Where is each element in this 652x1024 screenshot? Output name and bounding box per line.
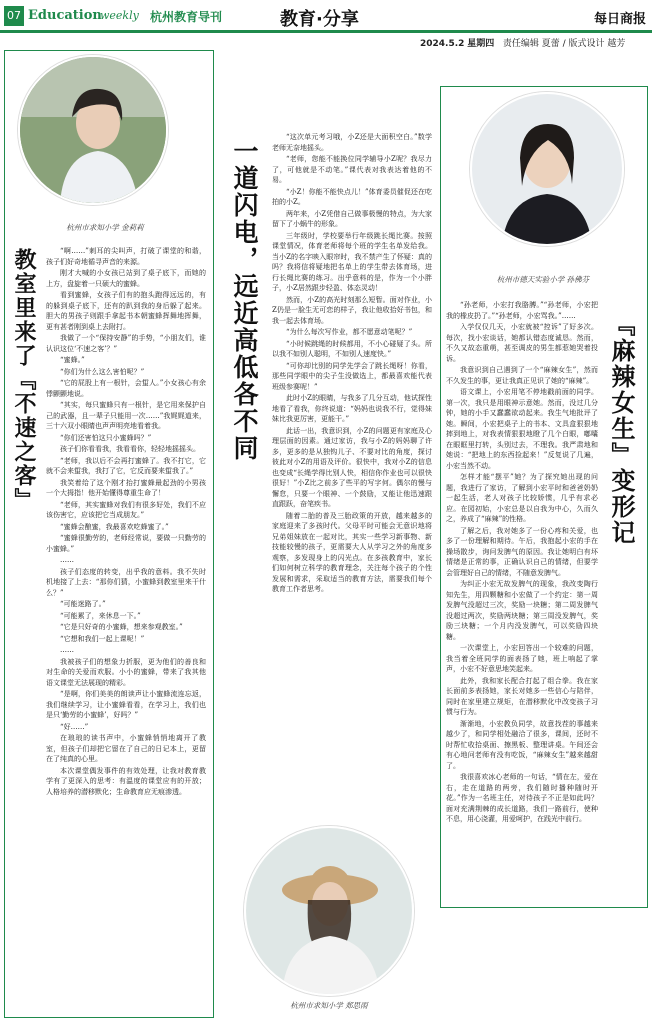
article1-paragraph: “可能累了，来休息一下。” <box>60 611 141 620</box>
article1-paragraph: “蜜蜂会酿蜜，我最喜欢吃蜂蜜了。” <box>60 522 169 531</box>
article3-paragraph: 我很喜欢冰心老师的一句话，“情在左，爱在右，走在道路的两旁，我们随时播种随时开花。”作为一名班主任，对待孩子不正是如此吗？面对充满荆棘的成长道路，我们一路前行，使种不息，用心浇灌，用爱呵护，在践光中前行。 <box>446 773 598 823</box>
article1-paragraph: “它想和我们一起上课呢！” <box>60 634 145 643</box>
portrait-photo-3 <box>470 92 624 246</box>
article1-paragraph: 我做了一个“保持安静”的手势，“小朋友们，谁认识这位‘不速之客’？” <box>46 334 206 353</box>
article1-paragraph: “是啊，你们美美的朗读声让小蜜蜂流连忘返，我们继续学习，让小蜜蜂看看，在学习上，我们也是只‘勤劳的小蜜蜂’，好吗？” <box>46 690 206 719</box>
article1-paragraph: 孩子们你看看我，我看看你，轻轻地摇摇头。 <box>60 445 200 453</box>
article3-paragraph: 怎样才能“摆平”她？为了探究她出现的问题，我进行了家访，了解到小宏平时和爸爸奶奶一起生活，老人对孩子比较娇惯，几乎有求必应。在园初始，小宏总是以自我为中心，久而久之，养成了“麻辣”的性格。 <box>446 473 598 523</box>
paper-name: 每日商报 <box>593 12 646 27</box>
article1-paragraph: “可能迷路了。” <box>60 600 106 608</box>
article1-paragraph: 我笑着给了这个刚才抬打蜜蜂最起劲的小男孩一个大拇指！他开始懂得尊重生命了！ <box>46 478 206 497</box>
article3-paragraphs <box>446 300 598 825</box>
masthead-rule <box>0 30 652 33</box>
article1-paragraph: “它是只好奇的小蜜蜂，想来参观教室。” <box>60 623 183 631</box>
article2-title: 一道闪电，远近高低各不同 <box>230 138 259 462</box>
article1-paragraph: “好……” <box>60 722 89 731</box>
page-number: 07 <box>4 6 24 26</box>
edu-chinese-title: 杭州教育导刊 <box>150 10 223 24</box>
article1-paragraph: “其实，每只蜜蜂只有一根针，是它用来保护自己的武器，且一辈子只能用一次……”我娓娓道来，三十六双小眼睛也声声明亮地看着我。 <box>46 401 206 430</box>
article1-paragraph: “蜜蜂。” <box>60 356 85 364</box>
article2-paragraph: “老师，您能不能换位同学辅导小Z呢？我尽力了，可他就是不动笔。”课代表对我表达着他的不易。 <box>272 155 432 184</box>
article2-paragraph: “为什么每次写作业，都不愿意动笔呢？” <box>286 328 413 336</box>
article1-paragraph: …… <box>60 556 74 564</box>
article1-paragraph: 孩子们态度的转变，出乎我的意料。我不失时机地接了上去：“那你们猜，小蜜蜂到教室里来干什么？” <box>46 567 206 597</box>
article3-paragraph: 此外，我和家长配合打起了组合拳。我在家长面前多表扬她，家长对她多一些信心与陪伴，同时在家里建立规矩，在潜移默化中改变孩子习惯与行为。 <box>446 676 598 716</box>
caption-1: 杭州市求知小学 金莉莉 <box>66 223 144 232</box>
article1-paragraph: “你们还害怕这只小蜜蜂吗？” <box>60 433 152 442</box>
article2-paragraph: 随着二胎的普及三胎政策的开放，越来越多的家庭迎来了多孩时代。父母平时可能会无意识地将兄弟姐妹放在一起对比，其实一些学习新事物、新技能较慢的孩子，更需要大人从学习之外的角度多观察，多发现身上的闪光点。在多孩教育中，家长们如何树立科学的教育理念，关注每个孩子的个性发展和需求，采取适当的教育方法，需要我们每个教育工作者思考。 <box>272 511 432 593</box>
article1-paragraph: 在琅琅的读书声中，小蜜蜂悄悄地离开了教室，但孩子们却把它留在了自己的日记本上，更留在了纯真的心里。 <box>46 734 206 763</box>
article1-paragraph: 看到蜜蜂，女孩子们有的抱头跑得远远的，有的躲到桌子底下，还有的趴到我的身后躲了起来。胆大的男孩子则跟手拿起书本朝蜜蜂挥舞地挥舞，更有甚者刚到桌上去附打。 <box>46 291 206 331</box>
issue-date: 2024.5.2 <box>420 39 465 49</box>
article3-paragraph: 入学仅仅几天，小宏就被“控诉”了好多次。每次，找小宏谈话，她都认错态度诚恳。然而，不久又故态重萌，甚至调皮的男生都惹她哭着投诉。 <box>446 323 598 363</box>
article2-paragraph: “小Z！你能不能快点儿！”体育委员催促还在吃拍的小Z。 <box>272 187 432 206</box>
article2-paragraphs <box>272 132 432 595</box>
article1-paragraph: …… <box>60 646 74 654</box>
caption-2: 杭州市求知小学 郑思雨 <box>290 1001 368 1010</box>
masthead <box>0 0 652 34</box>
weekly-label: weekly <box>100 9 139 22</box>
article3-paragraph: 渐渐地，小宏教负同学，故意找茬的事越来越少了，和同学相处融洽了很多，课间，还时不时帮忙收拾桌面、擦黑板、整理讲桌。午间还会有心地问老师有没有吃饭，“麻辣女生”越来越甜了。 <box>446 719 598 770</box>
article1-paragraph: “老师，我以后不会再打蜜蜂了。我不打它，它就不会来蜇我，我打了它，它反而要来蜇我了。” <box>46 456 206 475</box>
article2-body <box>272 132 432 820</box>
article3-paragraph: 我意识到自己遇到了一个“麻辣女生”，然而不久发生的事，更让我真正见识了她的“麻辣”。 <box>446 366 598 385</box>
dateline <box>420 36 625 49</box>
article1-paragraph: “老师，其实蜜蜂对我们有很多好处，我们不应该伤害它，应该把它当成朋友。” <box>46 500 206 519</box>
article3-title: 『麻辣女生』变形记 <box>607 312 635 546</box>
article1-paragraph: 本次课堂偶发事件的有效处理，让我对教育教学有了更深入的思考：有温度的课堂应有的开放；人格培养的潜移默化；生命教育应无痕渗透。 <box>46 766 206 796</box>
person-silhouette-icon <box>472 94 622 244</box>
article1-title: 教室里来了『不速之客』 <box>11 248 36 512</box>
article2-paragraph: 此时小Z的眼睛，与我多了几分互动，他试探性地看了看我，你终说道：“妈妈也说我不行，觉得妹妹比我更厉害，更能干。” <box>272 394 432 423</box>
article3-paragraph: 一次课堂上，小宏回答出一个较难的问题，我当着全班同学的面表扬了她，班上响起了掌声，小宏不好意思地笑起来。 <box>446 644 598 673</box>
portrait-photo-1 <box>18 55 168 205</box>
article1-paragraphs <box>46 246 206 797</box>
article2-paragraph: “可你却比别的同学先学会了跳长绳呀！你看，那些同学眼中的尖子生没做选上，都最喜欢能代表班级参赛呢！” <box>272 361 432 391</box>
issue-weekday: 星期四 <box>467 39 495 49</box>
article2-paragraph: “这次单元考习哦，小Z还是大面积空白。”数学老师无奈地摇头。 <box>272 133 432 152</box>
article2-paragraph: 三年级时，学校要举行年级跳长绳比赛。按照课堂情况，体育老师将每个班的学生名单发给我。当小Z的名字映入眼帘时，我不禁产生了怀疑：真的吗？我将信将疑地把名单上的学生带去体育场，进行长绳比赛的练习。出乎意料的是，作为一个小胖子，小Z居然跟步轻盈、体态灵动！ <box>272 231 432 292</box>
article3-body <box>446 300 598 900</box>
article1-paragraph: “啊……”刺耳的尖叫声，打破了课堂的和谐，孩子们好奇地循寻声音的来源。 <box>46 247 206 266</box>
article1-body <box>46 246 206 1010</box>
article3-paragraph: “孙老师，小宏打我胳膊。”“孙老师，小宏把我的橡皮扔了。”“孙老师，小宏骂我。”…… <box>446 301 598 320</box>
article2-paragraph: 两年来，小Z凭借自己做事极慢的特点，为大家留下了小蜗牛的形象。 <box>272 209 432 228</box>
article2-paragraph: 此话一出，我意识到，小Z的问题更有家庭及心理层面的因素。通过家访，我与小Z的妈妈聊了许多，更多的是从独钩儿子、不要对比的角度，探讨彼此对小Z的用语及评价。很快中，我对小Z的信息也变成“长绳学得比别人快，相信你作业也可以很快很好！”小Z比之前多了些平的写字何。偶尔的慢与懈怠，只要一个眼神、一个鼓励，又能让他迅速跟直跟跃，奋笔疾书。 <box>272 426 432 508</box>
article2-paragraph: 然而，小Z的高光时刻那么短暂。面对作业，小Z仍是一脸生无可恋的样子，我让他收拾好书包，和我一起去体育场。 <box>272 295 432 325</box>
editor-credits: 责任编辑 夏蕾 / 版式设计 越芳 <box>502 39 626 49</box>
article1-paragraph: 我被孩子们的想象力折服，更为他们的善良和对生命的关爱而欢服。小小的蜜蜂，带来了我其他语文课堂无法展现的精彩。 <box>46 657 206 687</box>
caption-3: 杭州市德天实验小学 孙佛芬 <box>496 275 590 284</box>
section-title: 教育·分享 <box>280 9 359 30</box>
edu-english-title: Education <box>28 8 102 23</box>
portrait-photo-2 <box>244 826 414 996</box>
article3-paragraph: 了解之后，我对她多了一份心疼和关爱，也多了一份理解和期待。午后，我抱起小宏的手在操场散步，询问发脾气的原因。我让她明白有坏情绪是正常的事，正确认识自己的情绪，但要学会管理好自己的情绪，不随意发脾气。 <box>446 526 598 577</box>
article3-paragraph: 为纠正小宏无故发脾气的现象，我改变陶行知先生，用四颗糖和小宏做了一个约定：第一周发脾气没超过三次，奖励一块糖；第二周发脾气没超过两次，奖励两块糖；第三周没发脾气，奖励三块糖；一个月内没发脾气，可以奖励四块糖。 <box>446 580 598 641</box>
article1-paragraph: “蜜蜂很勤劳的，老师经常说，要做一只勤劳的小蜜蜂。” <box>46 534 206 553</box>
article3-paragraph: 语文课上，小宏用笔不停地戳前面的同学。第一次，我只是用眼神示意她。然而，没过几分钟，她的小手又蠢蠢欲动起来。我生气地批评了她。瞬间，小宏把桌子上的书本、文具盒狠狠地摔到地上，对我表情狠狠地瞪了几个白眼，嘟囔在眼眶里打转，头别过去，不理我。我严肃地和她说：“把地上的东西捡起来！”反复说了几遍，小宏当然不动。 <box>446 388 598 470</box>
article1-paragraph: 刚才大喊的小女孩已站到了桌子底下，而她的上方，盘旋着一只硕大的蜜蜂。 <box>46 269 206 288</box>
article1-paragraph: “你们为什么这么害怕呢？” <box>60 367 145 376</box>
person-silhouette-icon <box>246 828 412 994</box>
article1-paragraph: “它的屁股上有一根针，会蜇人。”小女孩心有余悸颤颤地说。 <box>46 379 206 398</box>
person-silhouette-icon <box>20 57 166 203</box>
article2-paragraph: “小时候跳绳的时候都用，不小心碰疑了头。所以我不如别人聪明，不如别人速度快。” <box>272 339 432 358</box>
